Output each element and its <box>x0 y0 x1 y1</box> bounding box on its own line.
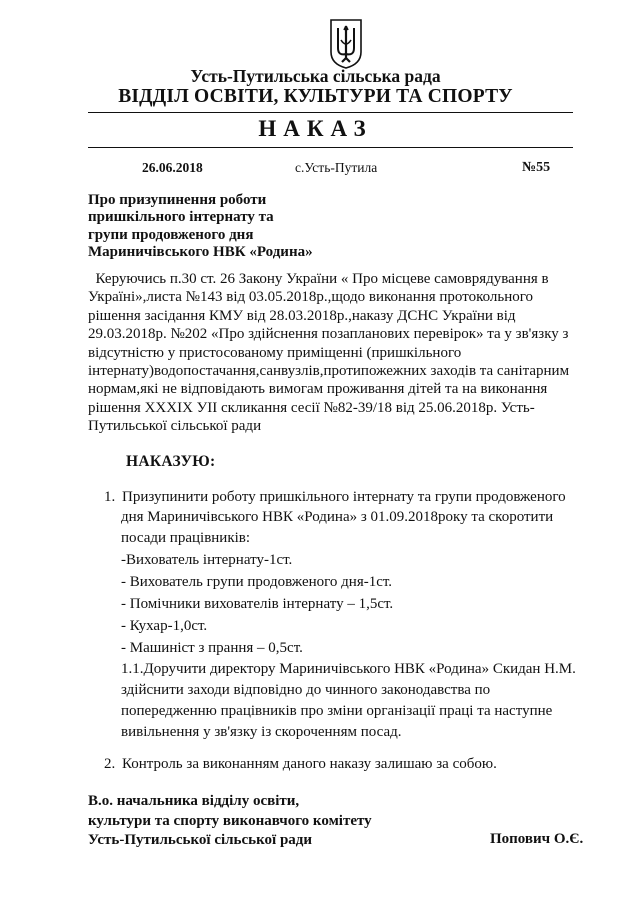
subitem-text: здійснити заходи відповідно до чинного законодавства по <box>121 682 491 698</box>
position-line: - Кухар-1,0ст. <box>121 618 208 634</box>
department-name: ВІДДІЛ ОСВІТИ, КУЛЬТУРИ ТА СПОРТУ <box>118 86 513 107</box>
signatory-name: Попович О.Є. <box>490 831 584 847</box>
subject-line: Мариничівського НВК «Родина» <box>88 243 313 260</box>
preamble-line: Путильської сільської ради <box>88 418 262 435</box>
subject-line: Про призупинення роботи <box>88 192 267 208</box>
document-title: НАКАЗ <box>258 116 373 141</box>
preamble-line: Керуючись п.30 ст. 26 Закону України « Про місцеве самоврядування в <box>88 271 549 287</box>
order-date: 26.06.2018 <box>142 160 203 175</box>
order-place: с.Усть-Путила <box>295 160 378 175</box>
order-number: №55 <box>522 160 551 175</box>
header-divider-top <box>88 112 573 113</box>
signature-block <box>88 792 372 851</box>
item-text: дня Мариничівського НВК «Родина» з 01.09.2018року та скоротити <box>121 509 554 525</box>
item-text: Призупинити роботу пришкільного інтернату та групи продовженого <box>122 489 566 505</box>
signature-title-line: В.о. начальника відділу освіти, <box>88 793 300 809</box>
order-heading: НАКАЗУЮ: <box>126 453 216 470</box>
subitem-text: попередженню працівників про зміни організації праці та наступне <box>121 703 553 719</box>
preamble-line: рішення ХХХІХ УІІ скликання сесії №82-39/18 від 25.06.2018р. Усть- <box>88 399 535 416</box>
signature-title-line: культури та спорту виконавчого комітету <box>88 812 372 829</box>
preamble-paragraph <box>88 270 598 436</box>
coat-of-arms-icon <box>329 18 363 70</box>
position-line: - Машиніст з прання – 0,5ст. <box>121 640 303 656</box>
subject-line: пришкільного інтернату та <box>88 209 274 226</box>
preamble-line: 29.03.2018р. №202 «Про здійснення позапланових перевірок» та у зв'язку з <box>88 326 569 343</box>
preamble-line: інтернату)водопостачання,санвузлів,протипожежних заходів та санітарним <box>88 363 570 380</box>
position-line: -Вихователь інтернату-1ст. <box>121 552 293 568</box>
subitem-text: вивільнення у зв'язку із скороченням посад. <box>121 724 402 740</box>
order-subject <box>88 192 313 261</box>
preamble-line: відсутністю у пристосованому приміщенні (пришкільного <box>88 344 462 361</box>
subject-line: групи продовженого дня <box>88 226 254 243</box>
subitem-text: 1.1.Доручити директору Мариничівського НВК «Родина» Скидан Н.М. <box>121 661 576 677</box>
position-line: - Помічники вихователів інтернату – 1,5ст. <box>121 596 394 612</box>
header-divider-bottom <box>88 147 573 148</box>
item-number: 2. <box>104 756 116 772</box>
preamble-line: нормам,які не відповідають вимогам проживання дітей та на виконання <box>88 381 548 398</box>
item-text: Контроль за виконанням даного наказу залишаю за собою. <box>122 756 497 772</box>
item-number: 1. <box>104 489 116 505</box>
position-line: - Вихователь групи продовженого дня-1ст. <box>121 574 393 590</box>
preamble-line: Україні»,листа №143 від 03.05.2018р.,щодо виконання протокольного <box>88 289 534 306</box>
preamble-line: рішення засідання КМУ від 28.03.2018р.,наказу ДСНС України від <box>88 307 516 324</box>
signature-title-line: Усть-Путильської сільської ради <box>88 832 313 848</box>
organization-name: Усть-Путильська сільська рада <box>190 66 441 86</box>
item-text: посади працівників: <box>121 530 251 546</box>
